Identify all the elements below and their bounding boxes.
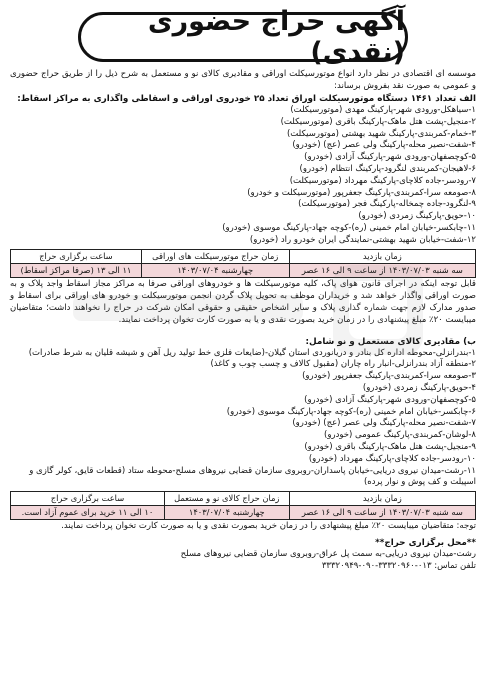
section-b-list — [10, 348, 476, 490]
list-item: ۱۲-شفت-خیابان شهید بهشتی-نمایندگی ایران خودرو راد (خودرو) — [249, 234, 476, 245]
section-a-title: الف تعداد ۱۴۶۱ دستگاه موتورسیکلت اوراق تعداد ۲۵ خودروی اوراقی و اسقاطی واگذاری به مراکز اسقاط: — [17, 94, 476, 104]
table-header: ساعت برگزاری حراج — [11, 249, 142, 263]
list-item: ۷-رودسر-جاده کلاچای-پارکینگ مهرداد (موتورسیکلت) — [289, 175, 476, 186]
table-cell: سه شنبه ۱۴۰۳/۰۷/۰۳ از ساعت ۹ الی ۱۶ عصر — [289, 506, 475, 520]
table-header-row — [11, 249, 476, 263]
list-item: ۱۱-رشت-میدان نیروی دریایی-خیابان پاسداران-روبروی سازمان قضایی نیروهای مسلح-محوطه ستاد (قطعات قایق، کولر گازی و اسپیلت و کف پوش و نوار پرده) — [29, 465, 476, 488]
list-item: ۹-منجیل-پشت هتل ماهک-پارکینگ باقری (خودرو) — [304, 441, 476, 452]
table-cell: سه شنبه ۱۴۰۳/۰۷/۰۳ از ساعت ۹ الی ۱۶ عصر — [289, 263, 475, 277]
list-item: ۱۰-رودسر-جاده کلاچای-پارکینگ مهرداد (خودرو) — [308, 453, 476, 464]
section-b-title: ب) مقادیری کالای مستعمل و نو شامل: — [305, 336, 476, 347]
table-header: زمان بازدید — [289, 249, 475, 263]
table-header: ساعت برگزاری حراج — [11, 492, 165, 506]
title-frame — [78, 6, 408, 68]
list-item: ۱-بندرانزلی-محوطه اداره کل بنادر و دریانوردی استان گیلان-(ضایعات فلزی خط تولید ریل آهن و شیشه قلیان به شرط صادرات) — [28, 347, 476, 358]
list-item: ۵-کوچصفهان-ورودی شهر-پارکینگ آزادی (خودرو) — [304, 152, 476, 163]
page-title: آگهی حراج حضوری (نقدی) — [147, 6, 405, 68]
venue-title: **محل برگزاری حراج** — [375, 538, 476, 549]
section-a-note: قابل توجه اینکه در اجرای قانون هوای پاک، کلیه موتورسیکلت ها و خودروهای اوراقی صرفا به مراکز مجاز اسقاط واجد پلاک و به صورت اوراقی واگذار خواهد شد و خریداران موظف به تحویل پلاک گردن انجمن موتورسیکلت و خودرو های اوراقی برای اسقاط و صدور مدارک لازم جهت شماره گذاری پلاک و سایر اشخاص حقیقی و حقوقی امکان شرکت در حراج را نخواهند داشت؛ متقاضیان میبایست ۲۰٪ مبلغ پیشنهادی را در زمان خرید بصورت نقدی و یا به صورت کارت تخوان پرداخت نمایند. — [10, 278, 476, 325]
table-header: زمان حراج کالای نو و مستعمل — [164, 492, 289, 506]
list-item: ۵-کوچصفهان-ورودی شهر-پارکینگ آزادی (خودرو) — [304, 394, 476, 405]
table-cell: ۱۰ الی ۱۱ خرید برای عموم آزاد است. — [11, 506, 165, 520]
table-row — [11, 263, 476, 277]
list-item: ۳-خمام-کمربندی-پارکینگ شهید بهشتی (موتورسیکلت) — [286, 128, 476, 139]
list-item: ۴-شفت-نصیر محله-پارکینگ ولی عصر (عج) (خودرو) — [292, 140, 476, 151]
table-header: زمان بازدید — [289, 492, 475, 506]
list-item: ۱۱-چابکسر-خیابان امام خمینی (ره)-کوچه جهاد-پارکینگ موسوی (خودرو) — [222, 222, 476, 233]
table-header-row — [11, 492, 476, 506]
list-item: ۲-منجیل-پشت هتل ماهک-پارکینگ باقری (موتورسیکلت) — [280, 116, 476, 127]
list-item: ۴-حویق-پارکینگ زمردی (خودرو) — [362, 382, 476, 393]
intro-text: موسسه ای اقتصادی در نظر دارد انواع موتورسیکلت اوراقی و مقادیری کالای نو و مستعمل به شرح ذیل را از طریق حراج حضوری و عمومی به صورت نقد بفروش برساند: — [10, 69, 476, 91]
venue-phone: تلفن تماس: ۰۱۳-۳۳۳۲۰۹۶۰-۰۹۰-۳۳۳۲۰۹۴۹ — [321, 561, 476, 572]
list-item: ۲-منطقه آزاد بندرانزلی-انبار راه چاران (مقبول کالاف و چسب چوب و کاغذ) — [210, 359, 476, 370]
list-item: ۶-لاهیجان-کمربندی لنگرود-پارکینگ انتظام (خودرو) — [299, 163, 476, 174]
section-b-schedule-table — [10, 491, 476, 520]
section-a-schedule-table — [10, 249, 476, 278]
section-a-list — [10, 105, 476, 247]
list-item: ۸-لوشان-کمربندی-پارکینگ عمومی (خودرو) — [324, 430, 476, 441]
list-item: ۱۰-حویق-پارکینگ زمردی (خودرو) — [358, 211, 476, 222]
list-item: ۱-سیاهکل-ورودی شهر-پارکینگ مهدی (موتورسیکلت) — [290, 105, 476, 115]
table-header: زمان حراج موتورسیکلت های اوراقی — [141, 249, 289, 263]
table-cell: چهارشنبه ۱۴۰۳/۰۷/۰۴ — [164, 506, 289, 520]
venue-address: رشت-میدان نیروی دریایی-به سمت پل عراق-روبروی سازمان قضایی نیروهای مسلح — [180, 549, 476, 560]
section-b-note: توجه: متقاضیان میبایست ۲۰٪ مبلغ پیشنهادی را در زمان خرید بصورت نقدی و یا به صورت کارت تخوان پرداخت نمایند. — [61, 521, 476, 532]
list-item: ۷-شفت-نصیر محله-پارکینگ ولی عصر (عج) (خودرو) — [292, 418, 476, 429]
list-item: ۳-صومعه سرا-کمربندی-پارکینگ جعفرپور (خودرو) — [302, 371, 476, 382]
list-item: ۸-صومعه سرا-کمربندی-پارکینگ جعفرپور (موتورسیکلت و خودرو) — [247, 187, 476, 198]
list-item: ۹-لنگرود-جاده چمخاله-پارکینگ فجر (موتورسیکلت) — [298, 199, 476, 210]
table-cell: ۱۱ الی ۱۳ (صرفا مراکز اسقاط) — [11, 263, 142, 277]
table-row — [11, 506, 476, 520]
list-item: ۶-چابکسر-خیابان امام خمینی (ره)-کوچه جهاد-پارکینگ موسوی (خودرو) — [226, 406, 476, 417]
table-cell: چهارشنبه ۱۴۰۳/۰۷/۰۴ — [141, 263, 289, 277]
